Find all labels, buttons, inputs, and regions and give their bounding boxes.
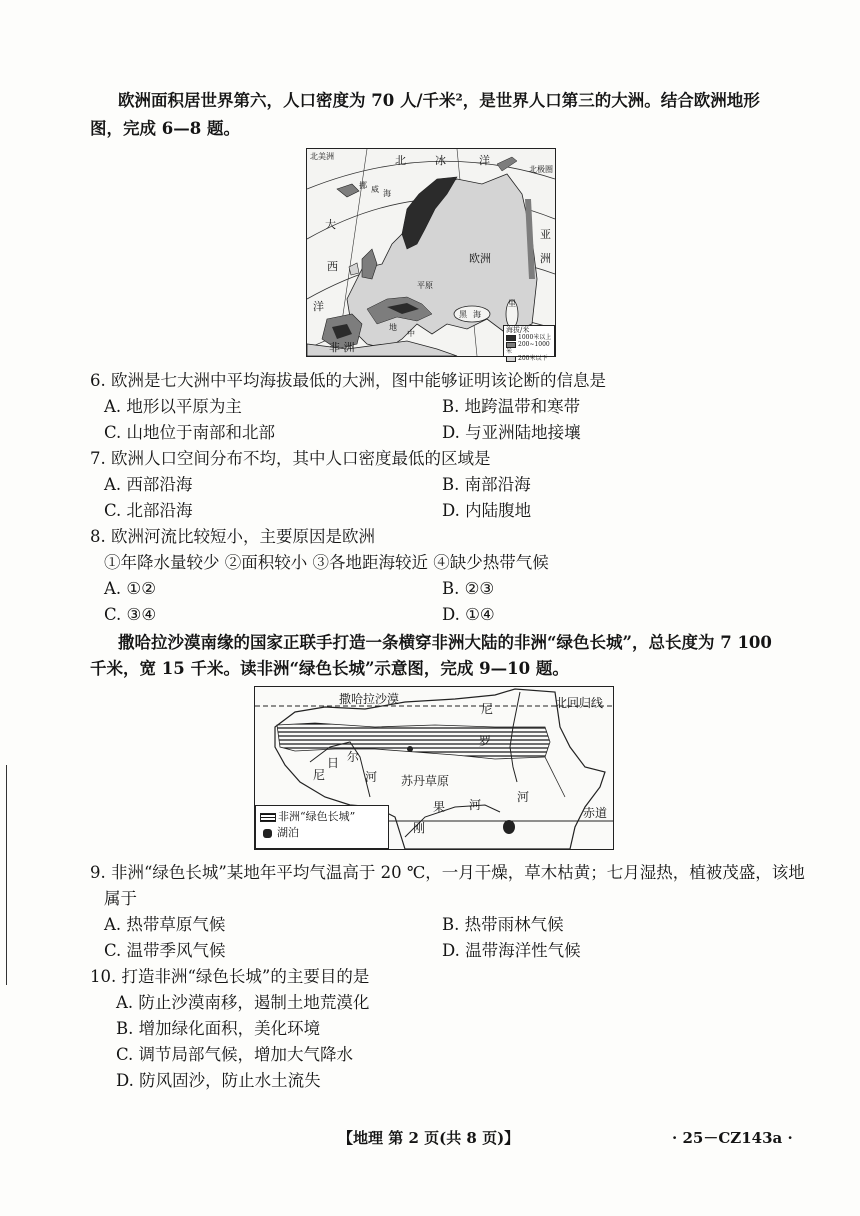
q8-stem: 8. 欧洲河流比较短小，主要原因是欧洲 — [90, 527, 375, 546]
q10-option-c: C. 调节局部气候，增加大气降水 — [116, 1045, 354, 1064]
map-label-africa: 非 洲 — [329, 341, 355, 354]
q8-option-a: A. ①② — [104, 579, 156, 598]
map-label-congo-he: 河 — [469, 798, 482, 812]
europe-map-legend — [503, 325, 555, 362]
legend-high: 1000米以上 — [504, 334, 554, 341]
europe-terrain-map — [306, 148, 556, 362]
map-label-ocean: 洋 — [479, 154, 490, 167]
q9-option-c: C. 温带季风气候 — [104, 941, 226, 960]
map-label-ice: 冰 — [435, 154, 446, 167]
africa-green-wall-map — [254, 686, 614, 850]
map-label-tropic: 北回归线 — [555, 696, 604, 710]
q8-option-c: C. ③④ — [104, 605, 157, 624]
map-label-li: 里 — [508, 299, 516, 308]
q7-option-c: C. 北部沿海 — [104, 501, 193, 520]
map-label-asia-ya: 亚 — [540, 228, 551, 241]
map-label-sahara: 撒哈拉沙漠 — [339, 692, 400, 706]
q6-option-c: C. 山地位于南部和北部 — [104, 423, 276, 442]
map-label-xi: 西 — [327, 260, 338, 273]
legend-mid: 200~1000米 — [506, 341, 550, 355]
map-label-europe: 欧洲 — [469, 252, 491, 265]
map-label-congo-gang: 刚 — [413, 821, 426, 835]
q6-stem: 6. 欧洲是七大洲中平均海拔最低的大洲，图中能够证明该论断的信息是 — [90, 371, 606, 390]
intro-europe-line2: 图，完成 6—8 题。 — [90, 119, 240, 138]
map-label-sudan: 苏丹草原 — [401, 774, 450, 788]
q10-option-d: D. 防风固沙，防止水土流失 — [116, 1071, 321, 1090]
page-footer-center: 【地理 第 2 页(共 8 页)】 — [338, 1129, 520, 1147]
map-label-arctic-circle: 北极圈 — [529, 165, 553, 174]
q10-option-b: B. 增加绿化面积，美化环境 — [116, 1019, 321, 1038]
binding-edge — [0, 765, 7, 985]
page-footer-code: · 25－CZ143a · — [672, 1129, 793, 1147]
q9-option-d: D. 温带海洋性气候 — [442, 941, 581, 960]
map-label-niger-he: 河 — [365, 770, 378, 784]
map-label-equator: 赤道 — [583, 806, 608, 820]
map-label-nile-luo: 罗 — [479, 734, 492, 748]
q6-option-a: A. 地形以平原为主 — [104, 397, 242, 416]
legend-hatch-swatch — [260, 813, 276, 822]
legend-swatch-high — [506, 335, 516, 341]
q10-stem: 10. 打造非洲“绿色长城”的主要目的是 — [90, 967, 370, 986]
map-label-niger-ni: 尼 — [313, 768, 326, 782]
map-label-di: 地 — [389, 323, 397, 332]
map-label-norway: 挪 — [359, 181, 367, 190]
q7-option-b: B. 南部沿海 — [442, 475, 531, 494]
q6-option-d: D. 与亚洲陆地接壤 — [442, 423, 581, 442]
legend-lake: 湖泊 — [256, 825, 388, 841]
map-label-zhong: 中 — [407, 329, 415, 338]
legend-low: 200米以下 — [504, 355, 554, 362]
map-label-north-america: 北美洲 — [310, 152, 334, 161]
map-label-wei: 威 — [371, 185, 379, 194]
q8-option-b: B. ②③ — [442, 579, 495, 598]
map-label-nile-ni: 尼 — [481, 702, 494, 716]
map-label-niger-er: 尔 — [347, 750, 360, 764]
map-label-black: 黑 — [459, 310, 467, 319]
q9-option-a: A. 热带草原气候 — [104, 915, 226, 934]
map-label-black2: 海 — [473, 310, 481, 319]
map-label-plain: 平原 — [417, 281, 433, 290]
q7-option-a: A. 西部沿海 — [104, 475, 193, 494]
q10-option-a: A. 防止沙漠南移，遏制土地荒漠化 — [116, 993, 370, 1012]
map-label-hai: 海 — [383, 189, 391, 198]
map-label-congo-guo: 果 — [433, 800, 446, 814]
map-label-yang: 洋 — [313, 300, 324, 313]
q9-stem-line1: 9. 非洲“绿色长城”某地年平均气温高于 20 ℃，一月干燥，草木枯黄；七月湿热，植被茂盛，该地 — [90, 863, 805, 882]
q6-option-b: B. 地跨温带和寒带 — [442, 397, 581, 416]
q9-stem-line2: 属于 — [104, 889, 137, 908]
q7-option-d: D. 内陆腹地 — [442, 501, 532, 520]
intro-europe-line1: 欧洲面积居世界第六，人口密度为 70 人/千米²，是世界人口第三的大洲。结合欧洲地形 — [118, 91, 760, 110]
map-label-da: 大 — [325, 218, 336, 231]
map-label-niger-ri: 日 — [327, 756, 340, 770]
map-label-north: 北 — [395, 154, 406, 167]
africa-map-legend — [255, 805, 389, 849]
map-label-nile-he: 河 — [517, 790, 530, 804]
legend-green-wall: 非洲“绿色长城” — [256, 806, 388, 825]
intro-africa-line1: 撒哈拉沙漠南缘的国家正联手打造一条横穿非洲大陆的非洲“绿色长城”，总长度为 7 100 — [118, 633, 772, 652]
lake-icon — [263, 829, 272, 838]
q7-stem: 7. 欧洲人口空间分布不均，其中人口密度最低的区域是 — [90, 449, 491, 468]
q8-option-d: D. ①④ — [442, 605, 495, 624]
legend-title: 海拔/米 — [506, 326, 530, 334]
q9-option-b: B. 热带雨林气候 — [442, 915, 564, 934]
intro-africa-line2: 千米，宽 15 千米。读非洲“绿色长城”示意图，完成 9—10 题。 — [90, 659, 569, 678]
legend-swatch-mid — [506, 342, 516, 348]
legend-swatch-low — [506, 356, 516, 362]
q8-items: ①年降水量较少 ②面积较小 ③各地距海较近 ④缺少热带气候 — [104, 553, 549, 572]
map-label-asia-zhou: 洲 — [540, 252, 551, 265]
